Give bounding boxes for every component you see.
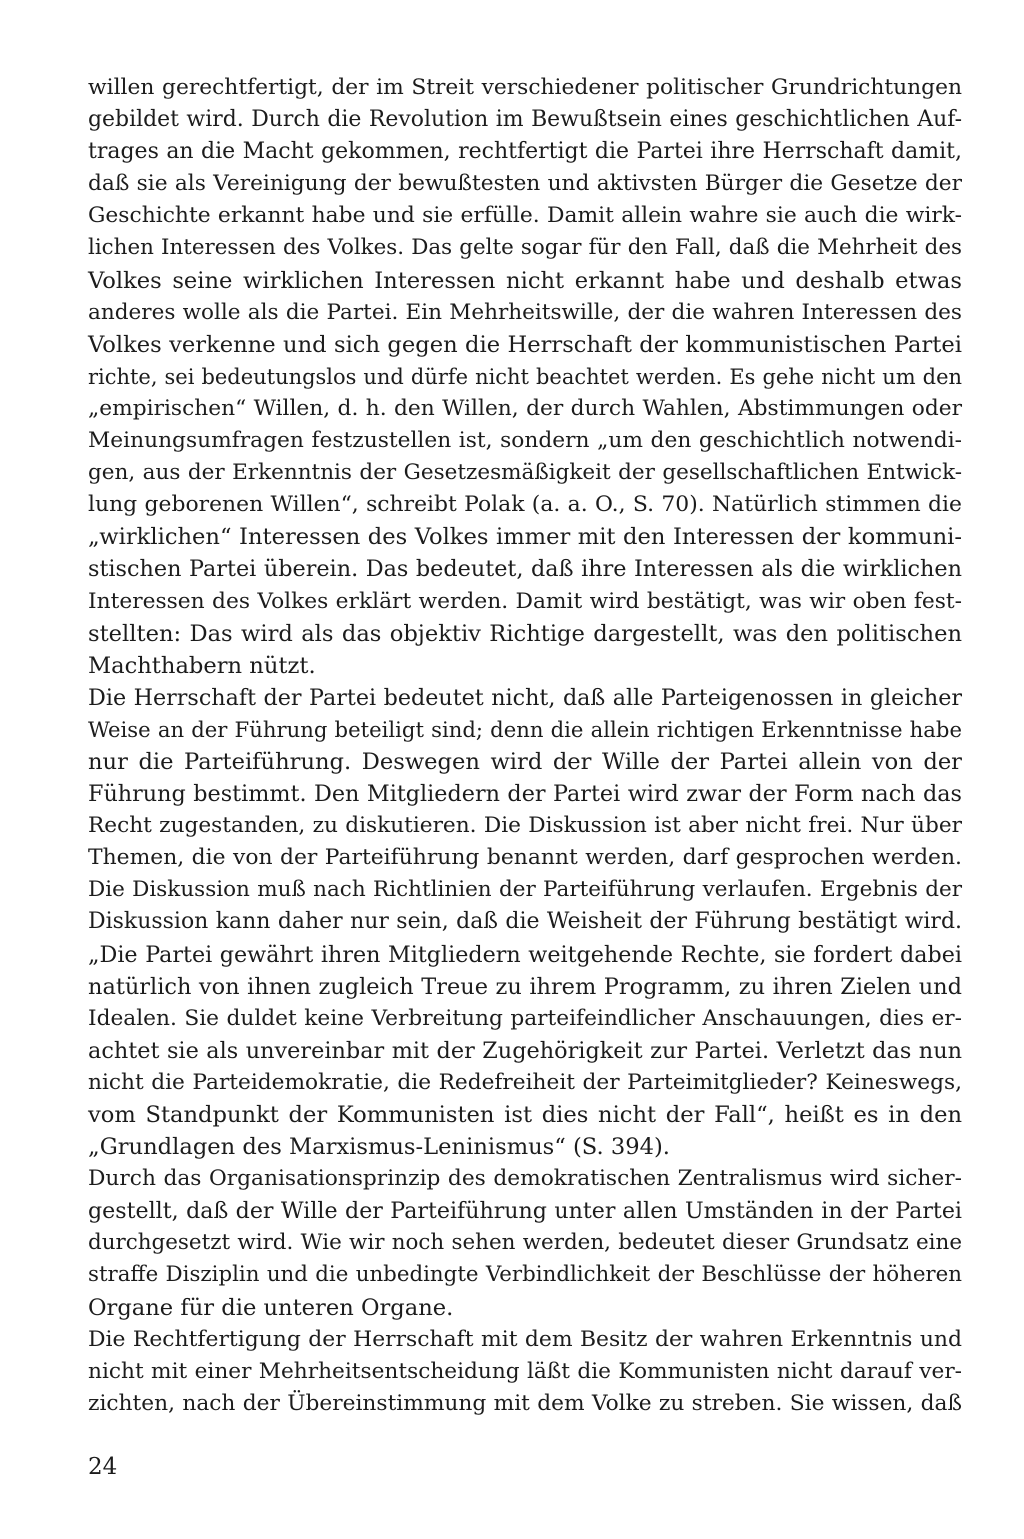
paragraph-last-line: Machthabern nützt. [88,652,316,679]
text-line: „wirklichen“ Interessen des Volkes immer mit den Interessen der kommuni- [88,524,962,551]
text-line: Diskussion kann daher nur sein, daß die Weisheit der Führung bestätigt wird. [88,909,962,935]
text-line: Weise an der Führung beteiligt sind; denn die allein richtigen Erkenntnisse habe [88,716,962,742]
text-line: stellten: Das wird als das objektiv Richtige dargestellt, was den politischen [88,620,962,647]
text-line: gestellt, daß der Wille der Parteiführung unter allen Umständen in der Partei [88,1198,962,1225]
text-line: Die Diskussion muß nach Richtlinien der Parteiführung verlaufen. Ergebnis der [88,877,962,903]
text-line: Idealen. Sie duldet keine Verbreitung parteifeindlicher Anschauungen, dies er- [88,1005,962,1031]
paragraph-last-line: „Grundlagen des Marxismus-Leninismus“ (S. 394). [88,1134,670,1161]
text-line: Geschichte erkannt habe und sie erfülle. Damit allein wahre sie auch die wirk- [88,203,962,229]
text-line: lichen Interessen des Volkes. Das gelte sogar für den Fall, daß die Mehrheit des [88,235,962,261]
body-text [88,72,962,1420]
text-line: Volkes seine wirklichen Interessen nicht erkannt habe und deshalb etwas [88,267,962,294]
text-line: zichten, nach der Übereinstimmung mit dem Volke zu streben. Sie wissen, daß [88,1390,962,1416]
text-line: anderes wolle als die Partei. Ein Mehrheitswille, der die wahren Interessen des [88,299,962,325]
text-line: natürlich von ihnen zugleich Treue zu ihrem Programm, zu ihren Zielen und [88,973,962,1000]
text-line: Interessen des Volkes erklärt werden. Damit wird bestätigt, was wir oben fest- [88,588,962,614]
text-line: richte, sei bedeutungslos und dürfe nicht beachtet werden. Es gehe nicht um den [88,364,962,389]
paragraph-last-line: Organe für die unteren Organe. [88,1294,454,1321]
text-line: Durch das Organisationsprinzip des demokratischen Zentralismus wird sicher- [88,1166,962,1192]
text-line: Themen, die von der Parteiführung benannt werden, darf gesprochen werden. [88,845,962,871]
text-line: gen, aus der Erkenntnis der Gesetzesmäßigkeit der gesellschaftlichen Entwick- [88,460,962,486]
text-line: gebildet wird. Durch die Revolution im Bewußtsein eines geschichtlichen Auf- [88,107,962,133]
text-line: „empirischen“ Willen, d. h. den Willen, der durch Wahlen, Abstimmungen oder [88,395,962,421]
text-line: straffe Disziplin und die unbedingte Verbindlichkeit der Beschlüsse der höheren [88,1262,962,1288]
text-line: Führung bestimmt. Den Mitgliedern der Partei wird zwar der Form nach das [88,781,962,808]
text-line: Recht zugestanden, zu diskutieren. Die Diskussion ist aber nicht frei. Nur über [88,813,962,839]
text-line: stischen Partei überein. Das bedeutet, daß ihre Interessen als die wirklichen [88,556,962,583]
text-line: durchgesetzt wird. Wie wir noch sehen werden, bedeutet dieser Grundsatz eine [88,1230,962,1256]
text-line: lung geborenen Willen“, schreibt Polak (a. a. O., S. 70). Natürlich stimmen die [88,492,962,518]
text-line: „Die Partei gewährt ihren Mitgliedern weitgehende Rechte, sie fordert dabei [88,941,962,968]
text-line: nicht mit einer Mehrheitsentscheidung läßt die Kommunisten nicht darauf ver- [88,1358,962,1384]
text-line: Meinungsumfragen festzustellen ist, sondern „um den geschichtlich notwendi- [88,428,962,454]
page-number: 24 [88,1454,118,1480]
text-line: vom Standpunkt der Kommunisten ist dies nicht der Fall“, heißt es in den [88,1102,962,1128]
text-line: Die Herrschaft der Partei bedeutet nicht, daß alle Parteigenossen in gleicher [88,684,962,711]
text-line: nur die Parteiführung. Deswegen wird der Wille der Partei allein von der [88,748,962,775]
text-line: achtet sie als unvereinbar mit der Zugehörigkeit zur Partei. Verletzt das nun [88,1037,962,1064]
text-line: nicht die Parteidemokratie, die Redefreiheit der Parteimitglieder? Keineswegs, [88,1069,962,1095]
text-line: Volkes verkenne und sich gegen die Herrschaft der kommunistischen Partei [88,331,962,358]
text-line: willen gerechtfertigt, der im Streit verschiedener politischer Grundrichtungen [88,75,962,100]
text-line: daß sie als Vereinigung der bewußtesten und aktivsten Bürger die Gesetze der [88,171,962,197]
text-line: trages an die Macht gekommen, rechtfertigt die Partei ihre Herrschaft damit, [88,139,962,165]
text-line: Die Rechtfertigung der Herrschaft mit dem Besitz der wahren Erkenntnis und [88,1326,962,1352]
